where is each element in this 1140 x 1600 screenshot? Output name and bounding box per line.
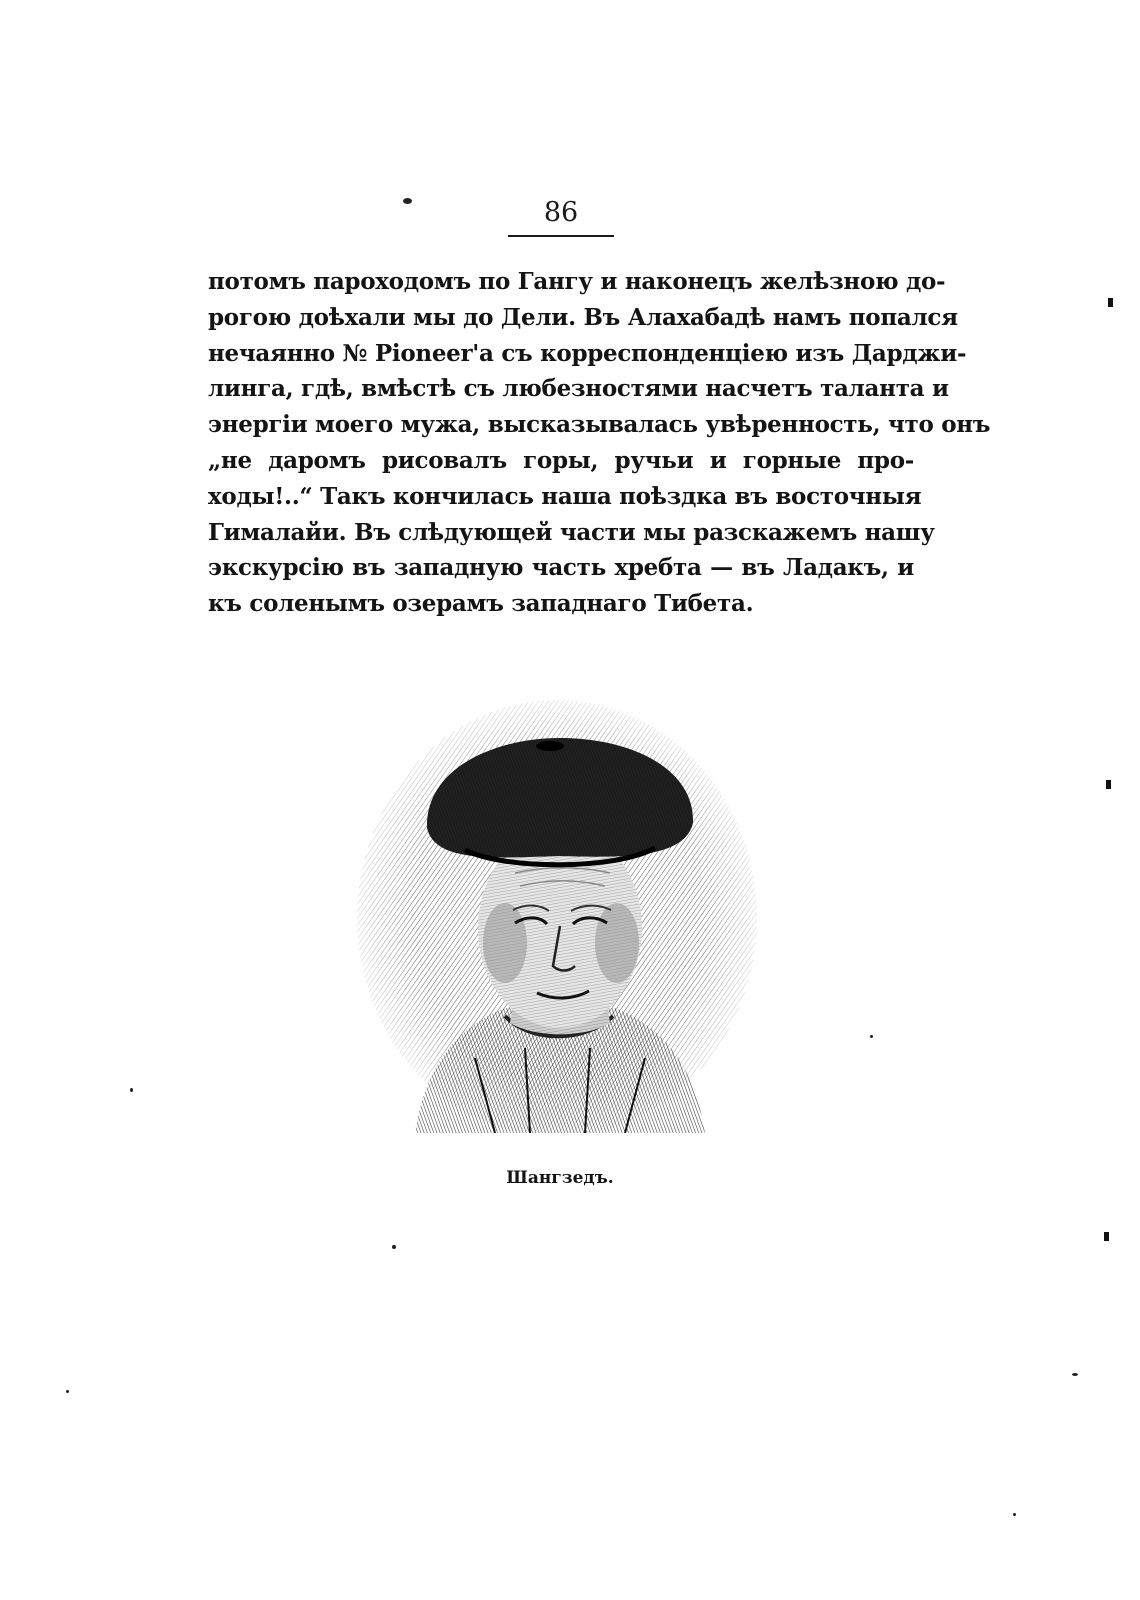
text-line: потомъ пароходомъ по Гангу и наконецъ желѣзною до- xyxy=(208,268,946,295)
text-line: экскурсію въ западную часть хребта — въ Ладакъ, и xyxy=(208,554,914,582)
text-line: энергіи моего мужа, высказывалась увѣренность, что онъ xyxy=(208,411,991,439)
page-number: 86 xyxy=(543,197,579,228)
figure-caption: Шангзедъ. xyxy=(506,1168,614,1188)
scan-edge-mark xyxy=(1108,298,1113,307)
scan-speck xyxy=(1013,1513,1016,1516)
text-line: „не даромъ рисовалъ горы, ручьи и горные про- xyxy=(208,446,914,474)
scan-speck xyxy=(870,1035,873,1038)
text-line: линга, гдѣ, вмѣстѣ съ любезностями насчетъ таланта и xyxy=(208,375,949,403)
text-line: нечаянно № Pioneer'a съ корреспонденціею изъ Дарджи- xyxy=(208,339,967,367)
scan-speck xyxy=(66,1390,69,1393)
text-line: рогою доѣхали мы до Дели. Въ Алахабадѣ намъ попался xyxy=(208,303,958,331)
scan-edge-mark xyxy=(1104,1232,1109,1241)
page-number-rule xyxy=(508,235,614,237)
scan-speck xyxy=(403,198,412,204)
text-line: къ соленымъ озерамъ западнаго Тибета. xyxy=(208,590,754,618)
scan-speck xyxy=(392,1245,396,1249)
text-line: ходы!..“ Такъ кончилась наша поѣздка въ восточныя xyxy=(208,482,922,510)
body-text xyxy=(208,264,991,622)
scan-speck xyxy=(130,1088,133,1092)
scan-edge-mark xyxy=(1106,780,1111,789)
scan-speck xyxy=(1072,1373,1078,1376)
portrait-illustration xyxy=(355,698,759,1133)
text-line: Гималайи. Въ слѣдующей части мы разскажемъ нашу xyxy=(208,518,935,546)
